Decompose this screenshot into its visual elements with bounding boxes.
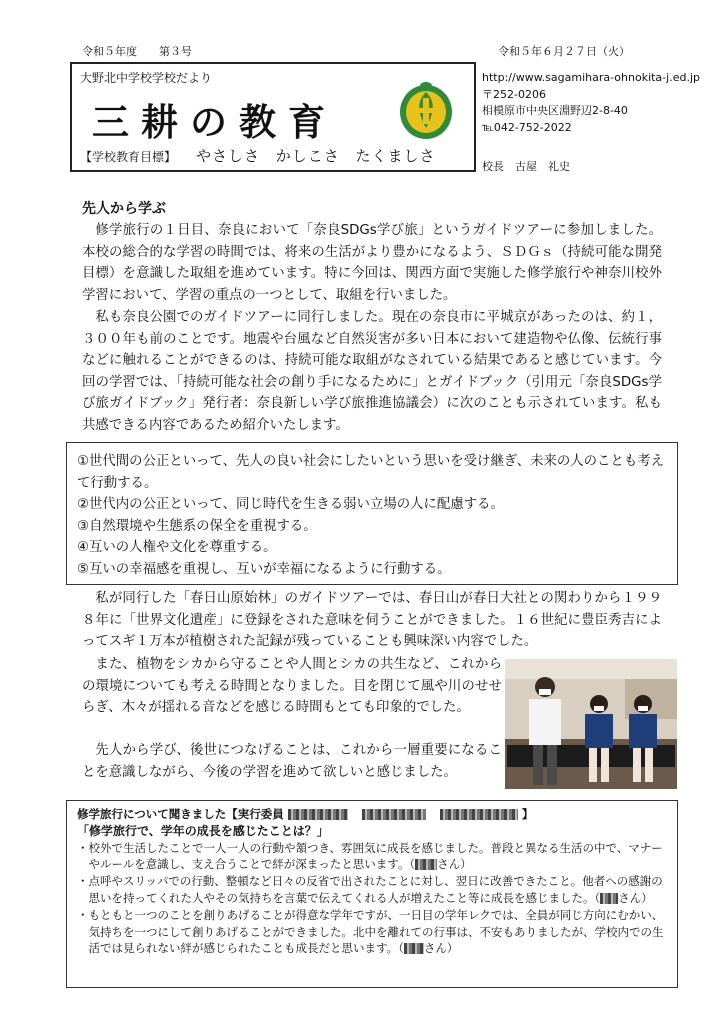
- page-title: 三耕の教育: [92, 100, 337, 144]
- paragraph-text: 修学旅行の１日目、奈良において「奈良SDGs学び旅」というガイドツアーに参加しました。本校の総合的な学習の時間では、将来の生活がより豊かになるよう、ＳＤＧｓ（持続可能な開発目標）を意識した取組を進めています。特に今回は、関西方面で実施した修学旅行や神奈川校外学習において、学習の重点の一つとして、取組を行いました。: [82, 223, 662, 303]
- article-paragraph-5: [82, 740, 502, 783]
- interview-heading-end: 】: [521, 807, 534, 821]
- comment-attribution: さん）: [423, 941, 459, 956]
- interview-box: [66, 800, 678, 988]
- issue-number: 令和５年度 第３号: [82, 45, 192, 58]
- school-emblem-icon: [396, 80, 456, 140]
- interview-question: 「修学旅行で、学年の成長を感じたことは？」: [77, 823, 329, 838]
- principal-name: 校長 古屋 礼史: [482, 160, 570, 173]
- students-photo: [505, 659, 677, 789]
- article-title: 先人から学ぶ: [82, 201, 166, 217]
- interview-heading-text: 修学旅行について聞きました【実行委員: [77, 807, 284, 821]
- list-item: ③自然環境や生態系の保全を重視する。: [77, 518, 317, 534]
- redacted-name: [404, 943, 424, 954]
- interview-heading: [77, 806, 667, 823]
- masthead: [70, 62, 476, 172]
- sdgs-principles-box: [66, 442, 678, 585]
- redacted-name: [415, 859, 437, 870]
- comment-attribution: さん）: [437, 857, 472, 872]
- newsletter-name: 大野北中学校学校だより: [80, 71, 213, 85]
- paragraph-text: 私も奈良公園でのガイドツアーに同行しました。現在の奈良市に平城京があったのは、約１，３００年も前のことです。地震や台風など自然災害が多い日本において建造物や仏像、伝統行事などに触れることができるのは、持続可能な取組がなされている結果であると感じています。今回の学習では、「持続可能な社会の創り手になるために」とガイドブック（引用元「奈良SDGs学び旅ガイドブック」発行者：奈良新しい学び旅推進協議会）に次のことも示されています。私も共感できる内容であるため紹介いたします。: [82, 310, 662, 433]
- list-item: ④互いの人権や文化を尊重する。: [77, 540, 277, 555]
- comment-text: ・校外で生活したことで一人一人の行動や頷つき、雰囲気に成長を感じました。普段と異なる生活の中で、マナーやルールを意識し、支え合うことで絆が深まったと思います。（: [77, 840, 663, 872]
- school-postal: 〒252-0206: [482, 87, 546, 101]
- list-item: ②世代内の公正といって、同じ時代を生きる弱い立場の人に配慮する。: [77, 497, 504, 512]
- comment-text: ・点呼やスリッパでの行動、整頓など日々の反省で出されたことに対し、翌日に改善できたこと。他者への感謝の思いを持ってくれた人やその気持ちを言葉で伝えてくれる人が増えたこと等に成長を感じました。（: [77, 874, 663, 905]
- redacted-name: [362, 809, 426, 820]
- redacted-name: [288, 809, 348, 820]
- article-paragraph-1: [82, 220, 662, 306]
- list-item: ⑤互いの幸福感を重視し、互いが幸福になるように行動する。: [77, 561, 451, 577]
- school-goal-text: やさしさ かしこさ たくましさ: [196, 147, 436, 165]
- interview-comment: [77, 873, 667, 907]
- redacted-name: [440, 809, 518, 820]
- list-item: ①世代間の公正といって、先人の良い社会にしたいという思いを受け継ぎ、未来の人のことも考えて行動する。: [77, 454, 664, 491]
- redacted-name: [600, 893, 618, 904]
- paragraph-text: 先人から学び、後世につなげることは、これから一層重要になることを意識しながら、今後の学習を進めて欲しいと感じました。: [82, 743, 502, 780]
- issue-date: 令和５年６月２７日（火）: [498, 45, 630, 58]
- school-tel: ℡042-752-2022: [482, 120, 572, 134]
- paragraph-text: 私が同行した「春日山原始林」のガイドツアーでは、春日山が春日大社との関わりから１９９８年に「世界文化遺産」に登録をされた意味を伺うことができました。１６世紀に豊臣秀吉によってスギ１万本が植樹された記録が残っていることも興味深い内容でした。: [82, 591, 662, 649]
- school-goal-label: 【学校教育目標】: [80, 150, 177, 164]
- comment-text: ・もともと一つのことを創りあげることが得意な学年ですが、一日目の学年レクでは、全員が同じ方向にむかい、気持ちを一つにして創りあげることができました。北中を離れての行事は、不安もありましたが、学校内での生活では見られない絆が感じられたことも成長だと思います。（: [77, 907, 664, 956]
- paragraph-text: また、植物をシカから守ることや人間とシカの共生など、これからの環境についても考える時間となりました。目を閉じて風や川のせせらぎ、木々が揺れる音などを感じる時間もとても印象的でした。: [82, 657, 502, 715]
- school-url[interactable]: http://www.sagamihara-ohnokita-j.ed.jp: [482, 71, 700, 84]
- article-paragraph-2: [82, 307, 662, 436]
- article-paragraph-4: [82, 654, 502, 719]
- comment-attribution: さん）: [618, 890, 653, 905]
- interview-comment: [77, 907, 667, 957]
- interview-comment: [77, 840, 667, 874]
- article-paragraph-3: [82, 588, 662, 653]
- school-address: 相模原市中央区淵野辺2-8-40: [482, 104, 628, 117]
- school-contact: [482, 70, 700, 136]
